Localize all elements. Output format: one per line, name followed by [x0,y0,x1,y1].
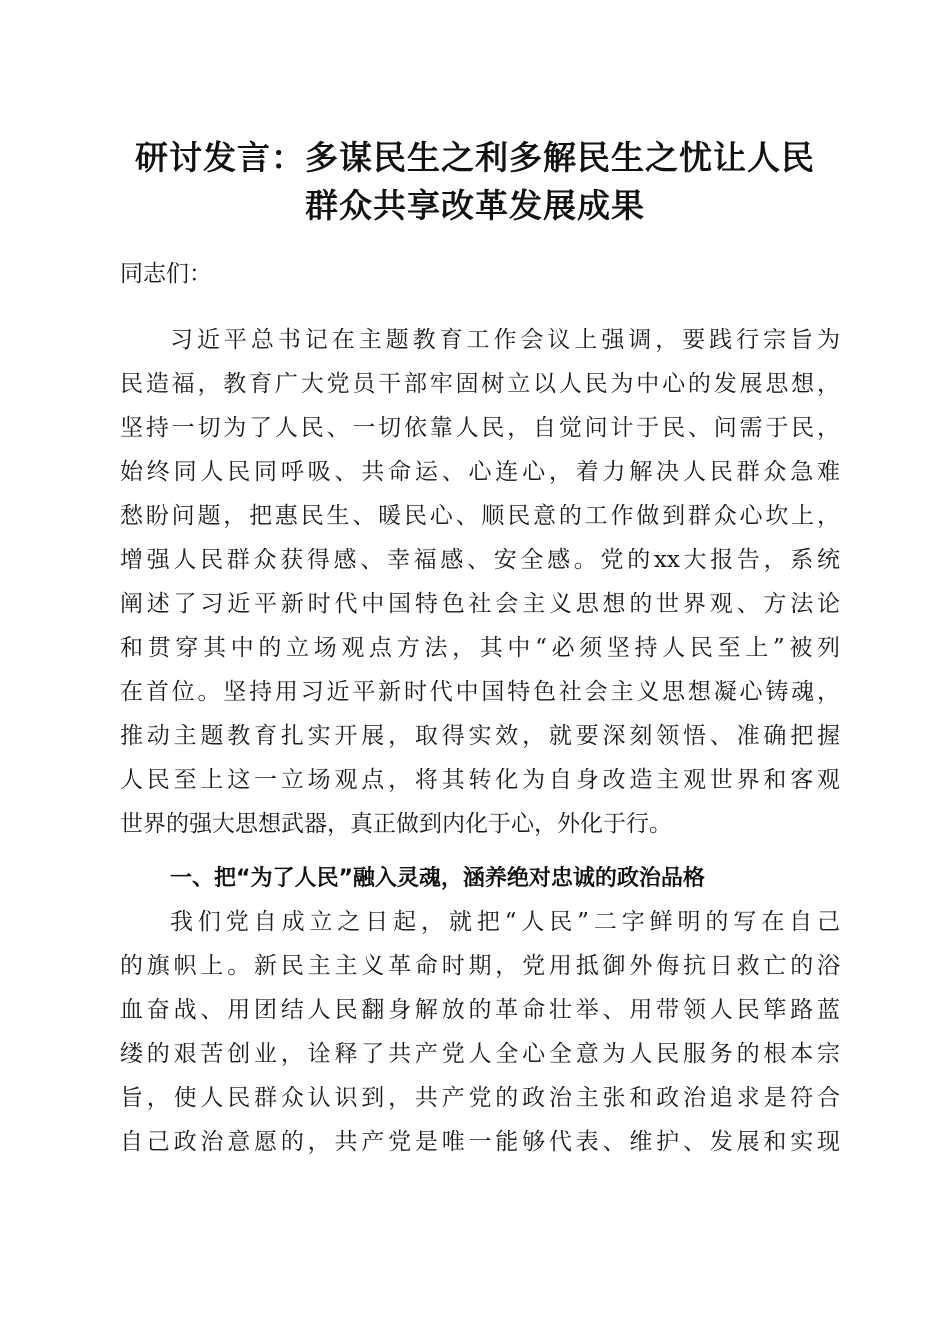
paragraph-line: 的旗帜上。新民主主义革命时期，党用抵御外侮抗日救亡的浴 [120,953,840,979]
paragraph-line: 血奋战、用团结人民翻身解放的革命壮举、用带领人民筚路蓝 [120,997,840,1023]
section-heading-1: 一、把“为了人民”融入灵魂，涵养绝对忠诚的政治品格 [170,866,705,891]
paragraph-1 [120,318,840,846]
paragraph-line: 坚持一切为了人民、一切依靠人民，自觉问计于民、问需于民， [120,415,840,441]
paragraph-line: 人民至上这一立场观点，将其转化为自身改造主观世界和客观 [120,767,840,793]
paragraph-line: 习近平总书记在主题教育工作会议上强调，要践行宗旨为 [170,327,840,353]
paragraph-line: 愁盼问题，把惠民生、暖民心、顺民意的工作做到群众心坎上， [120,503,840,529]
document-title-line-1: 研讨发言：多谋民生之利多解民生之忧让人民 [135,138,815,177]
paragraph-line: 在首位。坚持用习近平新时代中国特色社会主义思想凝心铸魂， [120,679,840,705]
paragraph-line: 世界的强大思想武器，真正做到内化于心，外化于行。 [120,811,672,837]
paragraph-line: 自己政治意愿的，共产党是唯一能够代表、维护、发展和实现 [120,1129,840,1155]
salutation: 同志们： [120,261,212,287]
paragraph-line: 和贯穿其中的立场观点方法，其中“必须坚持人民至上”被列 [120,635,840,661]
document-title-line-2: 群众共享改革发展成果 [305,186,645,225]
paragraph-line: 缕的艰苦创业，诠释了共产党人全心全意为人民服务的根本宗 [120,1041,840,1067]
paragraph-line: 旨，使人民群众认识到，共产党的政治主张和政治追求是符合 [120,1085,840,1111]
paragraph-line: 增强人民群众获得感、幸福感、安全感。党的xx大报告，系统 [120,547,840,573]
paragraph-line: 始终同人民同呼吸、共命运、心连心，着力解决人民群众急难 [120,459,840,485]
paragraph-line: 民造福，教育广大党员干部牢固树立以人民为中心的发展思想， [120,371,840,397]
paragraph-line: 我们党自成立之日起，就把“人民”二字鲜明的写在自己 [170,909,840,935]
paragraph-2 [120,900,840,1164]
paragraph-line: 推动主题教育扎实开展，取得实效，就要深刻领悟、准确把握 [120,723,840,749]
paragraph-line: 阐述了习近平新时代中国特色社会主义思想的世界观、方法论 [120,591,840,617]
